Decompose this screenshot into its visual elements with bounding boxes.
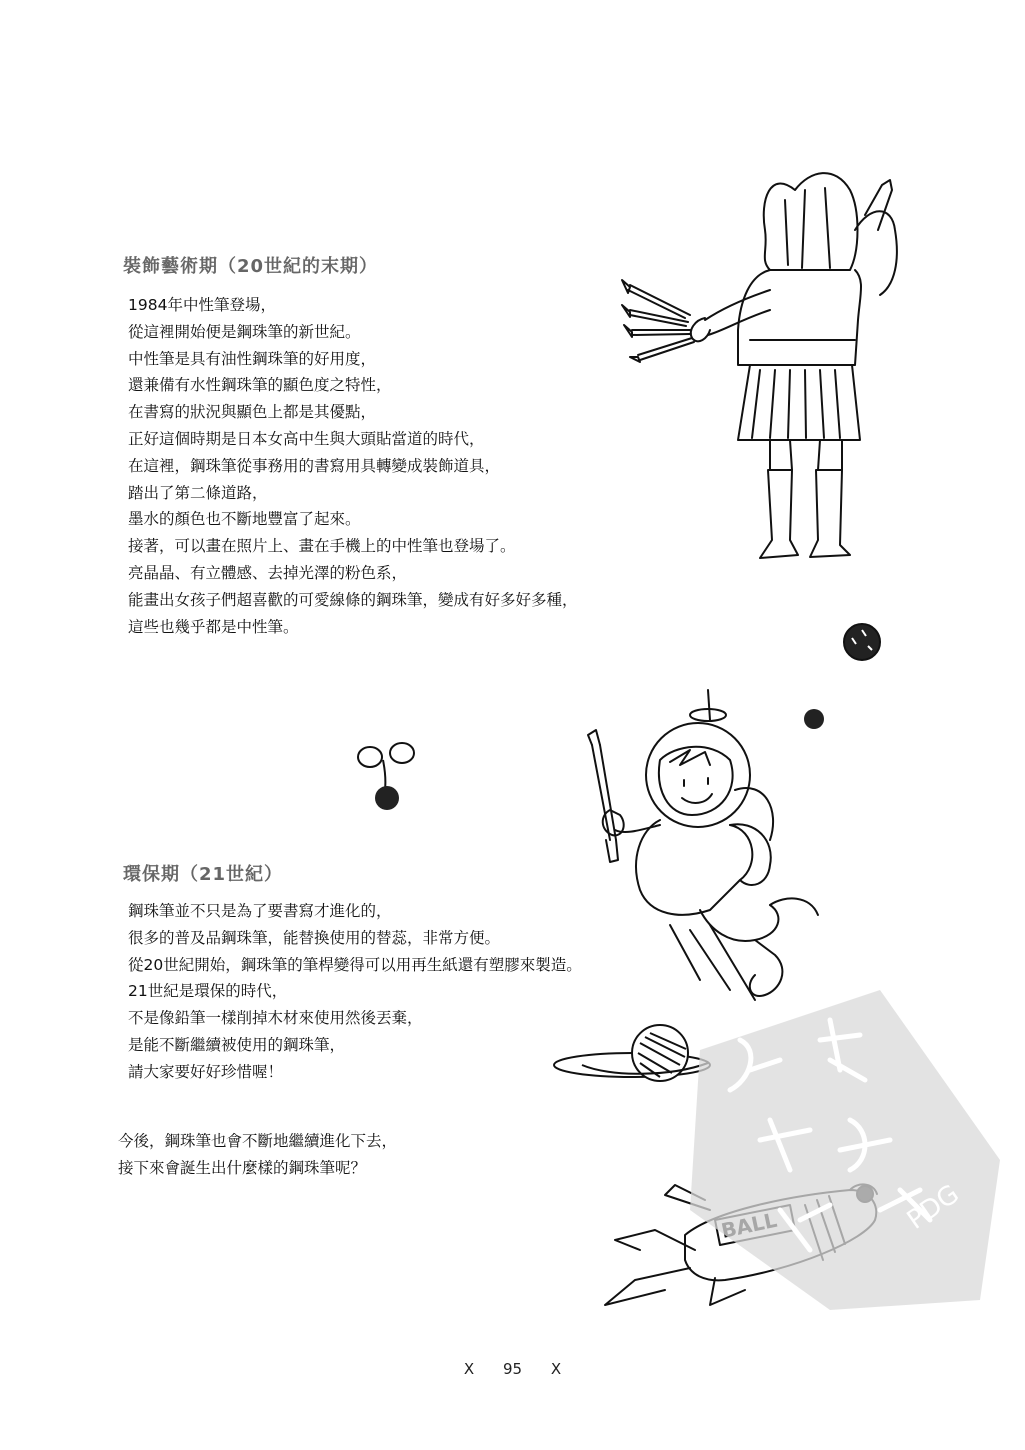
- paragraph-line: 墨水的顏色也不斷地豐富了起來。: [128, 510, 361, 529]
- paragraph-line: 在這裡，鋼珠筆從事務用的書寫用具轉變成裝飾道具，: [128, 456, 501, 475]
- paragraph-line: 能畫出女孩子們超喜歡的可愛線條的鋼珠筆，變成有好多好多種，: [128, 590, 578, 609]
- paragraph-line: 在書寫的狀況與顯色上都是其優點，: [128, 403, 377, 422]
- paragraph-line: 是能不斷繼續被使用的鋼珠筆，: [128, 1035, 346, 1054]
- paragraph-line: 接下來會誕生出什麼樣的鋼珠筆呢？: [118, 1158, 367, 1177]
- girl-with-pens-illustration: [620, 160, 920, 580]
- paragraph-line: 21世紀是環保的時代，: [128, 982, 288, 1001]
- paragraph-line: 還兼備有水性鋼珠筆的顯色度之特性，: [128, 376, 392, 395]
- paragraph-line: 今後，鋼珠筆也會不斷地繼續進化下去，: [118, 1132, 398, 1150]
- paragraph-line: 亮晶晶、有立體感、去掉光澤的粉色系，: [128, 563, 408, 582]
- paragraph-line: 從這裡開始便是鋼珠筆的新世紀。: [128, 322, 361, 341]
- cherry-illustration: [350, 735, 430, 815]
- paragraph-line: 這些也幾乎都是中性筆。: [128, 617, 299, 636]
- small-planet-illustration: [840, 620, 890, 670]
- paragraph-line: 請大家要好好珍惜喔！: [128, 1062, 284, 1081]
- page-number: 95: [502, 1360, 523, 1378]
- paragraph-line: 鋼珠筆並不只是為了要書寫才進化的，: [128, 902, 392, 920]
- paragraph-line: 從20世紀開始，鋼珠筆的筆桿變得可以用再生紙還有塑膠來製造。: [128, 955, 582, 974]
- paragraph-line: 接著，可以畫在照片上、畫在手機上的中性筆也登場了。: [128, 537, 516, 556]
- paragraph-line: 1984年中性筆登場，: [128, 296, 276, 314]
- section-decorative-art-period: [118, 252, 658, 640]
- paragraph-line: 正好這個時期是日本女高中生與大頭貼當道的時代，: [128, 429, 485, 448]
- footer-right-mark: X: [550, 1360, 562, 1378]
- section-closing: [118, 1128, 658, 1182]
- footer-left-mark: X: [463, 1360, 475, 1378]
- paragraph-line: 不是像鉛筆一樣削掉木材來使用然後丟棄，: [128, 1009, 423, 1028]
- astronaut-child-illustration: [580, 690, 820, 1020]
- paragraph-line: 很多的普及品鋼珠筆，能替換使用的替蕊，非常方便。: [128, 928, 501, 947]
- library-watermark-stamp: [680, 990, 1010, 1320]
- watermark-text: PDG: [901, 1179, 965, 1236]
- paragraph-line: 中性筆是具有油性鋼珠筆的好用度，: [128, 349, 377, 368]
- page-footer: [0, 1360, 1025, 1378]
- section-heading: 裝飾藝術期（20世紀的末期）: [123, 256, 379, 277]
- paragraph-line: 踏出了第二條道路，: [128, 483, 268, 502]
- section-heading: 環保期（21世紀）: [123, 864, 284, 885]
